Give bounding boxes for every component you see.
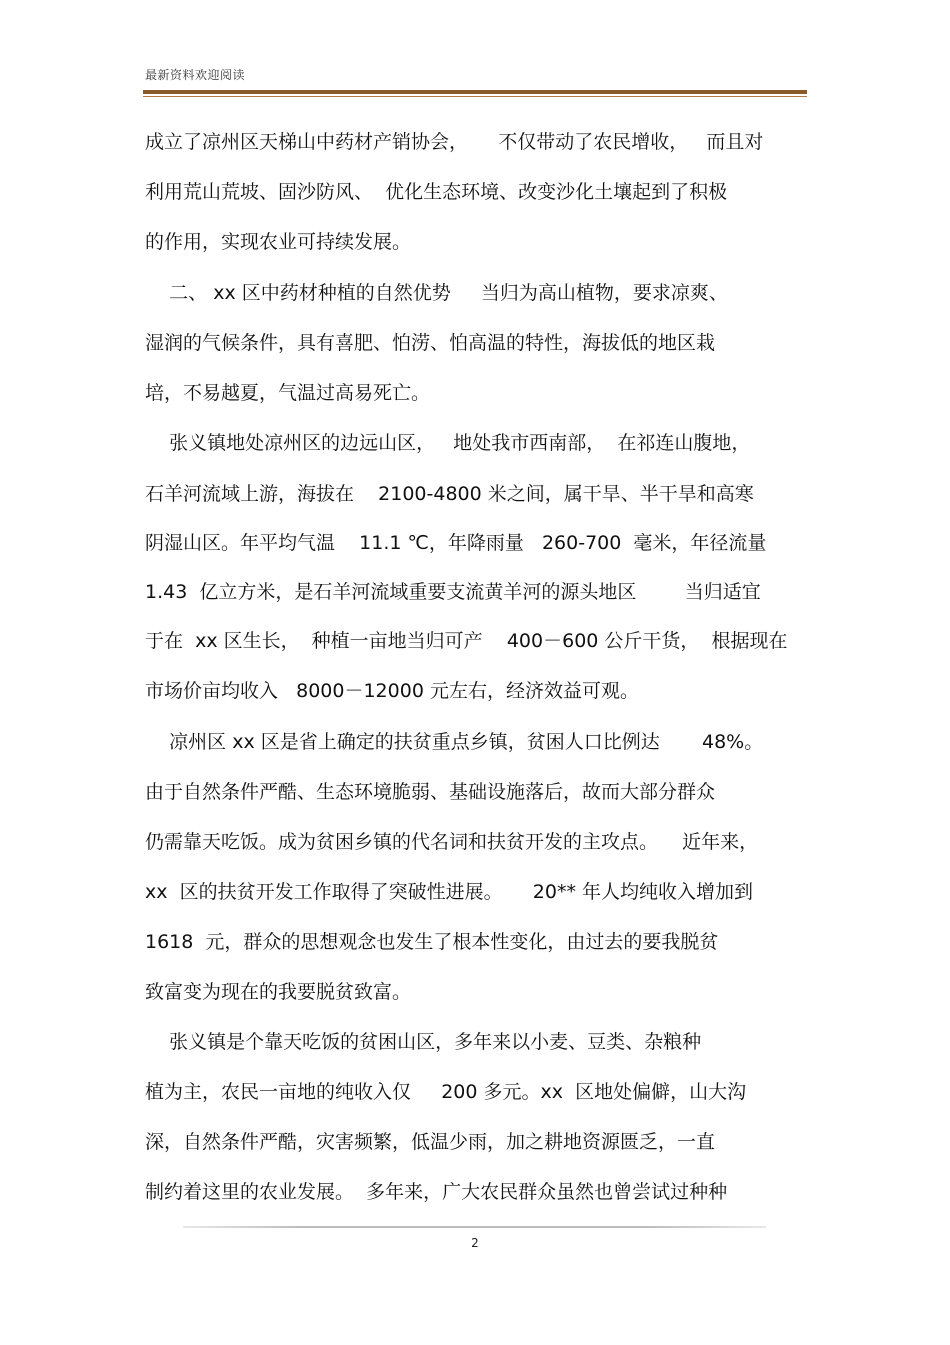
text-line: 市场价亩均收入 8000－12000 元左右，经济效益可观。 (145, 680, 639, 702)
text-line: 成立了凉州区天梯山中药材产销协会， 不仅带动了农民增收， 而且对 (145, 131, 764, 153)
header-rule (143, 90, 807, 94)
text-line: 培，不易越夏，气温过高易死亡。 (145, 382, 431, 404)
text-line: 1.43 亿立方米，是石羊河流域重要支流黄羊河的源头地区 当归适宜 (145, 581, 761, 603)
text-line: 阴湿山区。年平均气温 11.1 ℃，年降雨量 260-700 毫米，年径流量 (145, 532, 767, 554)
text-line: 植为主，农民一亩地的纯收入仅 200 多元。xx 区地处偏僻，山大沟 (145, 1081, 747, 1103)
header-rule-thin (143, 96, 807, 97)
text-line: 1618 元，群众的思想观念也发生了根本性变化，由过去的要我脱贫 (145, 931, 719, 953)
text-line: 凉州区 xx 区是省上确定的扶贫重点乡镇，贫困人口比例达 48%。 (145, 731, 764, 753)
text-line: 制约着这里的农业发展。 多年来，广大农民群众虽然也曾尝试过种种 (145, 1181, 728, 1203)
text-line: 致富变为现在的我要脱贫致富。 (145, 981, 412, 1003)
text-line: 石羊河流域上游，海拔在 2100-4800 米之间，属干旱、半干旱和高寒 (145, 483, 754, 505)
footer-rule (183, 1226, 766, 1228)
text-line: 由于自然条件严酷、生态环境脆弱、基础设施落后，故而大部分群众 (145, 781, 716, 803)
text-line: 深，自然条件严酷，灾害频繁，低温少雨，加之耕地资源匮乏，一直 (145, 1131, 716, 1153)
text-line: 湿润的气候条件，具有喜肥、怕涝、怕高温的特性，海拔低的地区栽 (145, 332, 716, 354)
text-line: 二、 xx 区中药材种植的自然优势 当归为高山植物，要求凉爽、 (145, 282, 728, 304)
text-line: 仍需靠天吃饭。成为贫困乡镇的代名词和扶贫开发的主攻点。 近年来， (145, 831, 759, 853)
text-line: 张义镇是个靠天吃饭的贫困山区，多年来以小麦、豆类、杂粮种 (145, 1031, 702, 1053)
page-number: 2 (471, 1236, 479, 1250)
text-line: 张义镇地处凉州区的边远山区， 地处我市西南部， 在祁连山腹地， (145, 432, 751, 454)
text-line: 于在 xx 区生长， 种植一亩地当归可产 400－600 公斤干货， 根据现在 (145, 630, 788, 652)
header-text: 最新资料欢迎阅读 (145, 68, 246, 82)
text-line: xx 区的扶贫开发工作取得了突破性进展。 20** 年人均纯收入增加到 (145, 881, 753, 903)
text-line: 的作用，实现农业可持续发展。 (145, 231, 412, 253)
text-line: 利用荒山荒坡、固沙防风、 优化生态环境、改变沙化土壤起到了积极 (145, 181, 728, 203)
